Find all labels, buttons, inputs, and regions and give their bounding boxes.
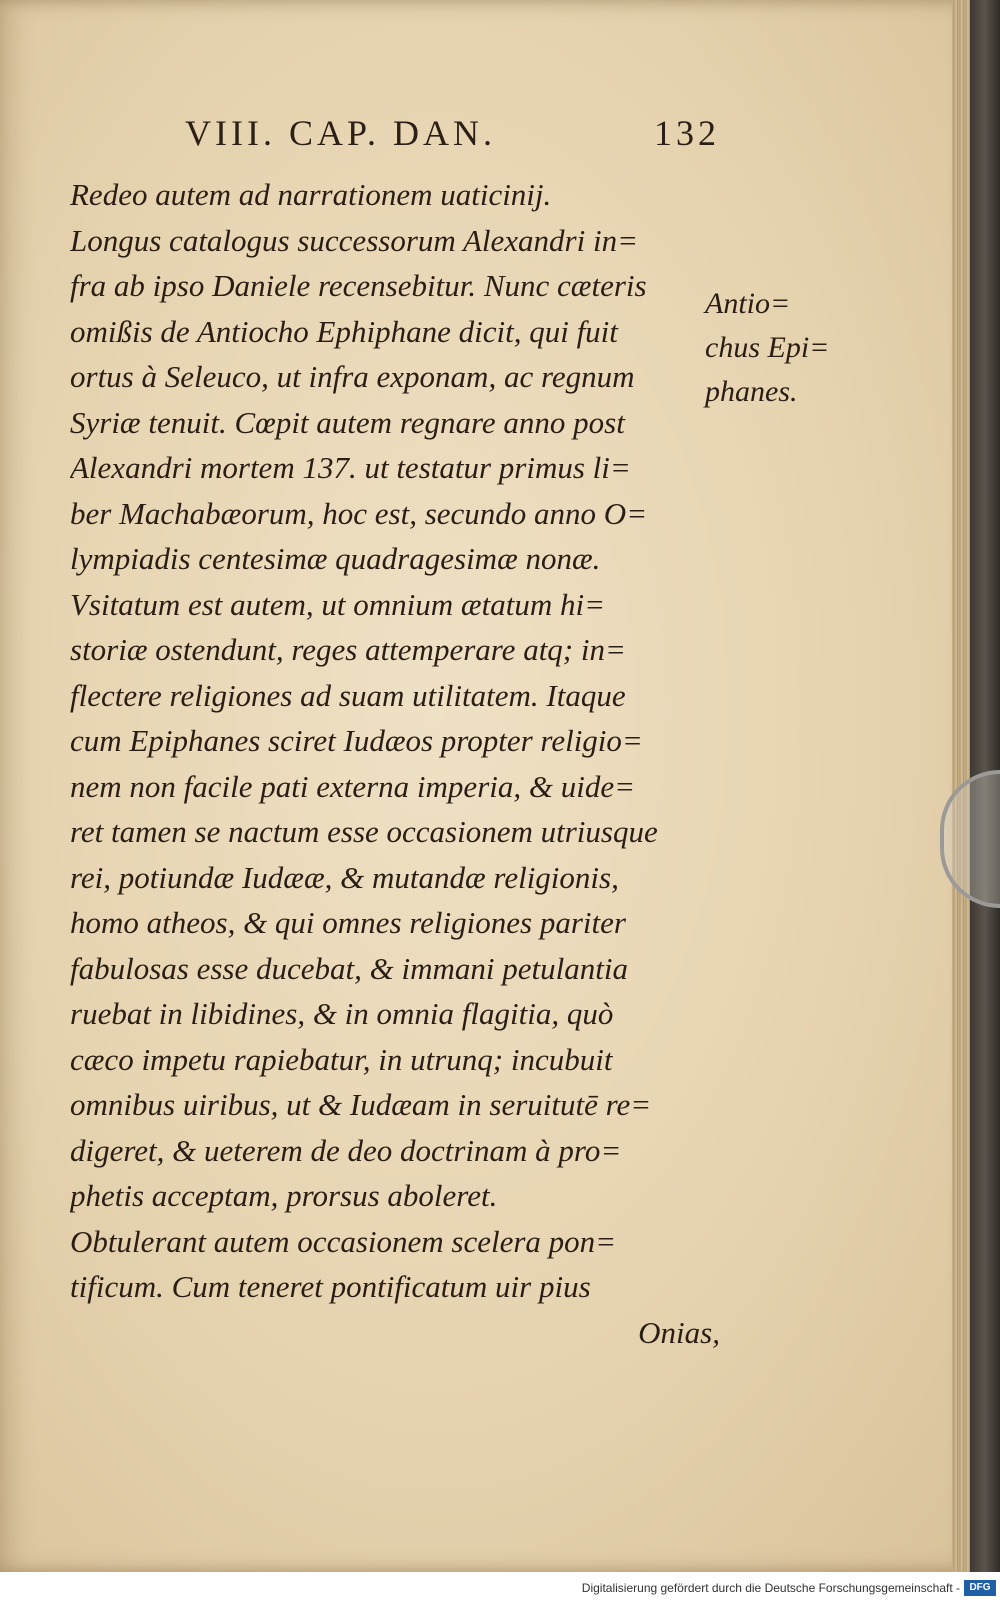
funding-credit: Digitalisierung gefördert durch die Deutsche Forschungsgemeinschaft - [581,1581,960,1595]
text-line: Syriæ tenuit. Cœpit autem regnare anno post [70,404,625,440]
margin-note-line: Antio= [705,287,791,320]
text-line: Onias, [638,1314,720,1350]
folio-number: 132 [654,113,720,153]
margin-note-line: phanes. [705,375,798,408]
text-line: omnibus uiribus, ut & Iudæam in seruitutē re= [70,1087,652,1122]
text-line: storiæ ostendunt, reges attemperare atq; in= [70,632,626,667]
text-line: homo atheos, & qui omnes religiones pariter [70,905,626,940]
text-line: fra ab ipso Daniele recensebitur. Nunc cæteris [70,268,647,303]
running-head [185,112,720,160]
text-line: ruebat in libidines, & in omnia flagitia, quò [70,996,614,1031]
text-line: cum Epiphanes sciret Iudæos propter religio= [70,723,643,758]
margin-note-line: chus Epi= [705,331,830,364]
dfg-logo: DFG [964,1580,996,1596]
text-line: digeret, & ueterem de deo doctrinam à pro= [70,1132,622,1168]
text-line: phetis acceptam, prorsus aboleret. [70,1178,498,1213]
text-line: ortus à Seleuco, ut infra exponam, ac regnum [70,359,635,394]
margin-note [705,282,850,414]
footer-bar [0,1572,1000,1606]
text-line: fabulosas esse ducebat, & immani petulantia [70,950,628,986]
text-line: ber Machabæorum, hoc est, secundo anno O= [70,495,648,531]
text-line: lympiadis centesimæ quadragesimæ nonæ. [70,541,601,576]
text-line: Alexandri mortem 137. ut testatur primus li= [70,450,631,485]
running-head-title: VIII. CAP. DAN. [185,113,496,153]
text-line: Longus catalogus successorum Alexandri in= [70,222,638,258]
text-line: flectere religiones ad suam utilitatem. Itaque [70,677,626,713]
text-line: tificum. Cum teneret pontificatum uir pius [70,1269,591,1304]
text-line: ret tamen se nactum esse occasionem utriusque [70,814,658,849]
text-line: Redeo autem ad narrationem uaticinij. [70,177,552,212]
text-line: rei, potiundæ Iudææ, & mutandæ religionis, [70,859,619,895]
text-line: Obtulerant autem occasionem scelera pon= [70,1223,617,1259]
text-line: omißis de Antiocho Ephiphane dicit, qui fuit [70,313,618,349]
text-line: cæco impetu rapiebatur, in utrunq; incubuit [70,1041,613,1077]
main-text-block [70,172,720,1355]
text-line: nem non facile pati externa imperia, & uide= [70,768,636,804]
text-line: Vsitatum est autem, ut omnium ætatum hi= [70,586,605,622]
